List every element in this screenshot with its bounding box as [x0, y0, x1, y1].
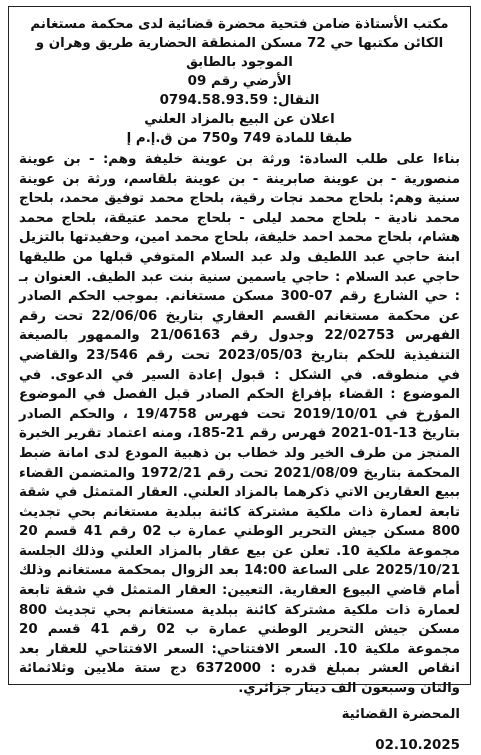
signature: المحضرة القضائية: [341, 706, 460, 722]
office-name: مكتب الأستاذة ضامن فتحية محضرة قضائية لدى محكمة مستغانم: [30, 17, 449, 32]
notice-date: 02.10.2025: [375, 737, 460, 753]
notice-subtitle: طبقا للمادة 749 و750 من ق.إ.م إ: [126, 131, 353, 146]
notice-body: بناءا على طلب السادة: ورثة بن عوينة خليفة وهم: - بن عوينة منصورية - بن عوينة صابرينة - بن عوينة بلقاسم، ورثة بن عوينة سنية وهم: بلحاج محمد نجات رقية، بلحاج محمد توفيق محمد، بلحاج محمد نادية - بلحاج محمد ليلى - بلحاج محمد عتيقة، بلحاج محمد هشام، بلحاج محمد احمد خليفة، بلحاج محمد امين، وحفيدتها بالتزيل ابنة حاجي عبد اللطيف ولد عبد السلام المتوفي قبلها من طليقها حاجي عبد السلام : حاجي ياسمين سنية بنت عبد الطيف. العنوان بـ : حي الشارع رقم 07-300 مسكن مستغانم. بموجب الحكم الصادر عن محكمة مستغانم القسم العقاري بتاريخ 22/06/06 تحت رقم الفهرس 22/02753 وجدول رقم 21/06163 والممهور بالصيغة التنفيذية للحكم بتاريخ 2023/05/03 تحت رقم 23/546 والقاضي في منطوقه. في الشكل : قبول إعادة السير في الدعوى. في الموضوع : القضاء بإفراغ الحكم الصادر قبل الفصل في الموضوع المؤرخ في 2019/10/01 تحت فهرس 19/4758 ، والحكم الصادر بتاريخ 13-01-2021 فهرس رقم 21-185، ومنه اعتماد تقرير الخبرة المنجز من طرف الخير ولد خطاب بن ذهبية المودع لدى امانة ضبط المحكمة بتاريخ 2021/08/09 تحت رقم 1972/21 والمتضمن القضاء ببيع العقارين الاتي ذكرهما بالمزاد العلني. العقار المتمثل في شقة تابعة لعمارة ذات ملكية مشتركة كائنة ببلدية مستغانم بحي تجديث 800 مسكن جيش التحرير الوطني عمارة ب 02 رقم 41 قسم 20 مجموعة ملكية 10. تعلن عن بيع عقار بالمزاد العلني وذلك الجلسة 2025/10/21 على الساعة 14:00 بعد الزوال بمحكمة مستغانم وذلك أمام قاضي البيوع العقارية. التعيين: العقار المتمثل في شقة تابعة لعمارة ذات ملكية مشتركة كائنة ببلدية مستغانم بحي تجديث 800 مسكن جيش التحرير الوطني عمارة ب 02 رقم 41 قسم 20 مجموعة ملكية 10. السعر الافتتاحي: السعر الافتتاحي للعقار بعد انقاص العشر بمبلغ قدره : 6372000 دج ستة ملايين وثلاثمائة والثان وسبعون الف دينار جزائري.: [19, 152, 461, 697]
office-floor: الأرضي رقم 09: [187, 74, 292, 89]
legal-notice: [8, 6, 471, 753]
notice-title: اعلان عن البيع بالمزاد العلني: [144, 112, 335, 127]
office-address: الكائن مكتبها حي 72 مسكن المنطقة الحضارية طريق وهران و الموجود بالطابق: [35, 36, 444, 70]
office-phone: النقال: 0794.58.93.59: [159, 93, 320, 108]
